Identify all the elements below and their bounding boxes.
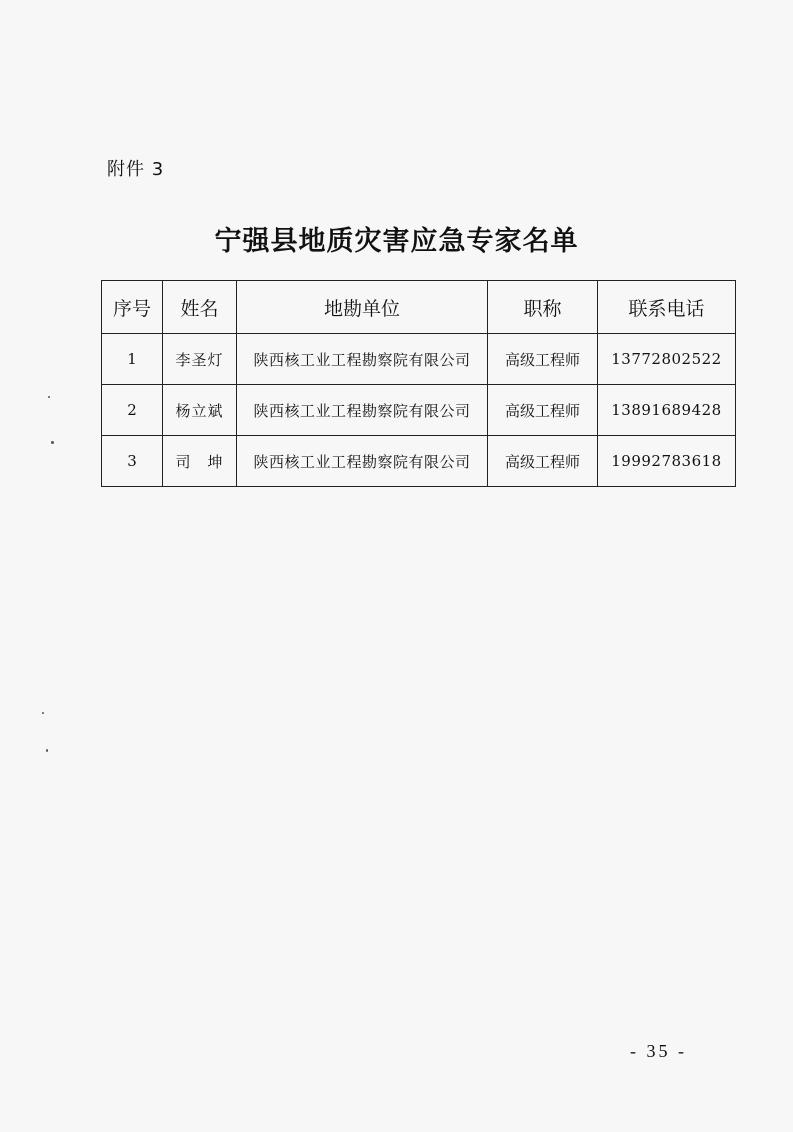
header-index: 序号 [102, 281, 163, 334]
document-title: 宁强县地质灾害应急专家名单 [214, 226, 579, 257]
page-number: - 35 - [630, 1041, 687, 1061]
header-name: 姓名 [163, 281, 237, 334]
scan-speck [42, 712, 44, 714]
expert-job-title: 高级工程师 [488, 385, 598, 436]
header-job-title: 职称 [488, 281, 598, 334]
expert-job-title: 高级工程师 [488, 334, 598, 385]
header-phone: 联系电话 [598, 281, 736, 334]
row-index: 1 [102, 334, 163, 385]
attachment-label: 附件 3 [107, 159, 165, 180]
table-header-row [102, 281, 736, 334]
expert-phone: 13772802522 [598, 334, 736, 385]
expert-name: 李圣灯 [163, 334, 237, 385]
scan-speck [51, 441, 54, 444]
expert-job-title: 高级工程师 [488, 436, 598, 487]
row-index: 3 [102, 436, 163, 487]
scan-speck [48, 396, 50, 398]
table-row [102, 436, 736, 487]
expert-name: 杨立斌 [163, 385, 237, 436]
expert-organization: 陕西核工业工程勘察院有限公司 [237, 436, 488, 487]
row-index: 2 [102, 385, 163, 436]
expert-name: 司 坤 [163, 436, 237, 487]
expert-phone: 13891689428 [598, 385, 736, 436]
header-organization: 地勘单位 [237, 281, 488, 334]
table-row [102, 334, 736, 385]
expert-organization: 陕西核工业工程勘察院有限公司 [237, 334, 488, 385]
scan-speck [46, 749, 48, 752]
expert-organization: 陕西核工业工程勘察院有限公司 [237, 385, 488, 436]
expert-list-table [101, 280, 736, 487]
expert-phone: 19992783618 [598, 436, 736, 487]
table-row [102, 385, 736, 436]
